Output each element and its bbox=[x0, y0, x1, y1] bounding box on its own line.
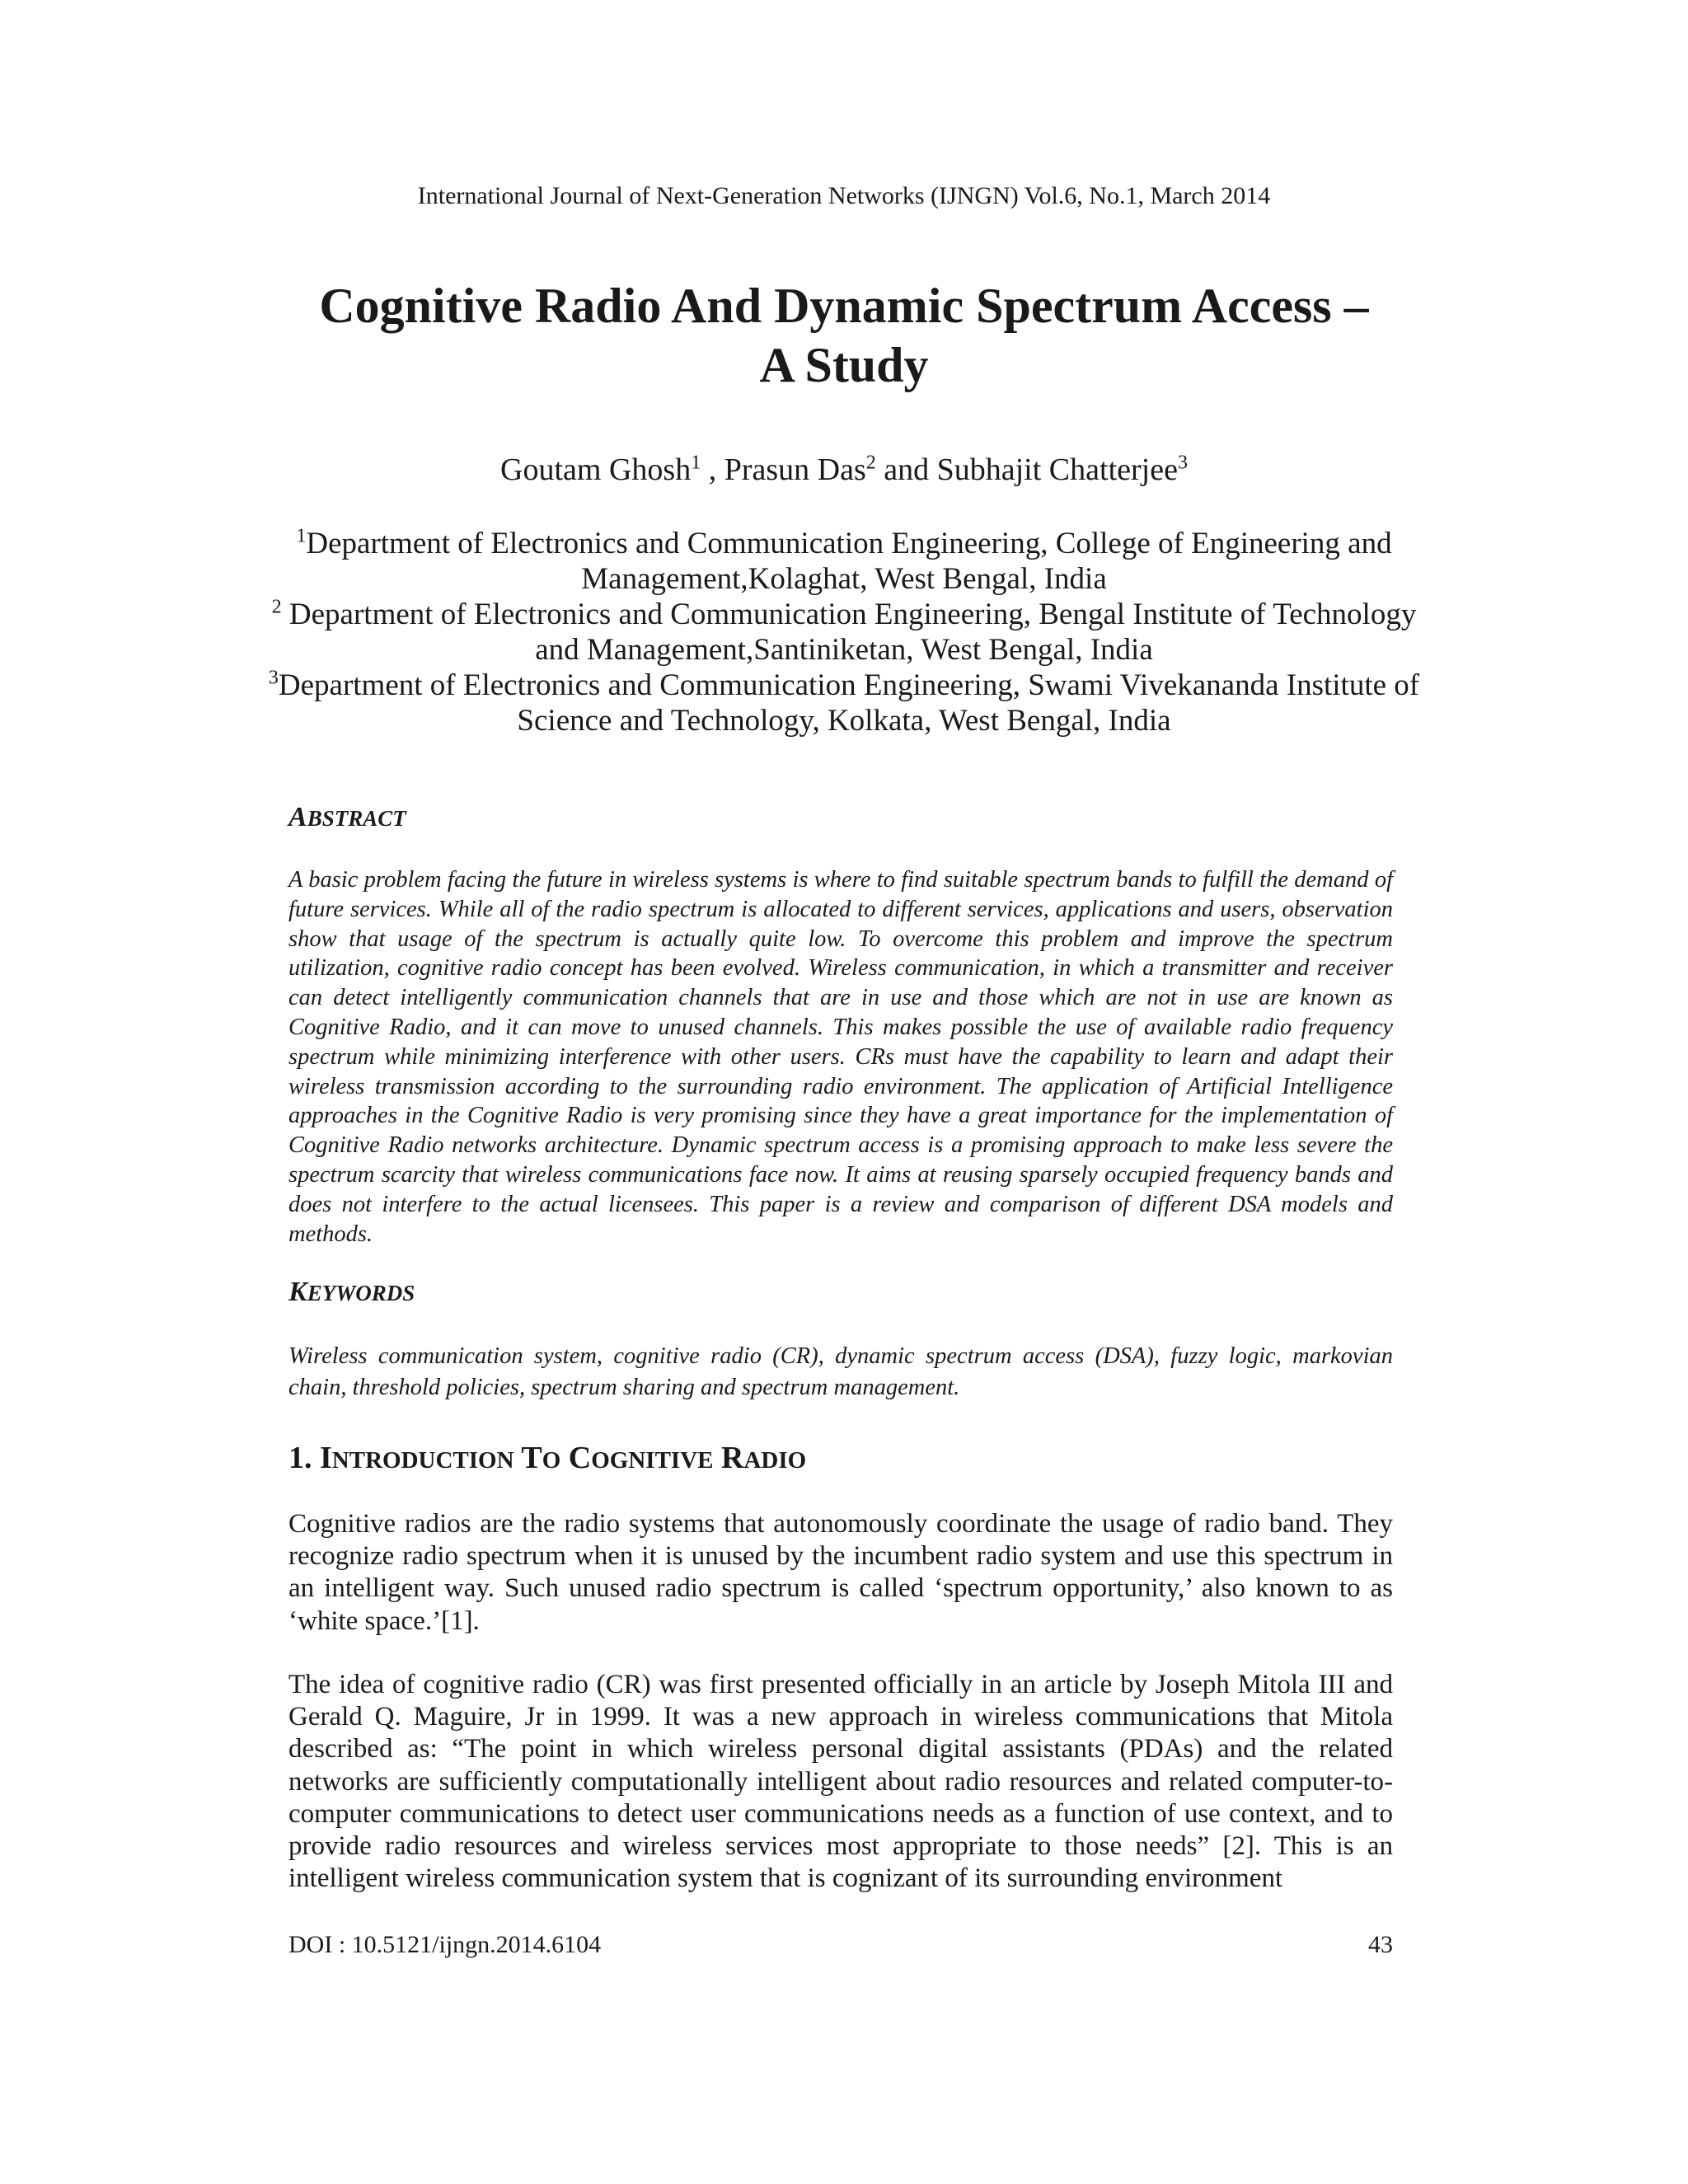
affiliation bbox=[247, 526, 1441, 597]
affiliation-marker: 3 bbox=[268, 667, 279, 689]
author-affiliation-marker: 1 bbox=[691, 452, 701, 474]
affiliation bbox=[247, 668, 1441, 738]
affiliation-text: Department of Electronics and Communication Engineering, Bengal Institute of Technology and Management,Santiniketan, West Bengal, India bbox=[281, 598, 1417, 667]
affiliation-marker: 1 bbox=[296, 525, 307, 547]
affiliation-marker: 2 bbox=[271, 596, 282, 618]
footer-page-number: 43 bbox=[1368, 1931, 1393, 1958]
keywords-heading: KEYWORDS bbox=[288, 1277, 415, 1307]
author-name: Prasun Das bbox=[724, 452, 866, 487]
affiliation-text: Department of Electronics and Communication Engineering, Swami Vivekananda Institute of Science and Technology, Kolkata, West Bengal, India bbox=[278, 668, 1420, 738]
section-heading-introduction: 1. INTRODUCTION TO COGNITIVE RADIO bbox=[288, 1441, 807, 1475]
paper-title bbox=[247, 276, 1441, 395]
affiliation-list bbox=[247, 526, 1441, 738]
author-affiliation-marker: 2 bbox=[865, 452, 876, 474]
paper-title-line-2: A Study bbox=[759, 338, 929, 392]
author-name: Goutam Ghosh bbox=[500, 452, 692, 487]
keywords-body: Wireless communication system, cognitive radio (CR), dynamic spectrum access (DSA), fuzzy logic, markovian chain, threshold policies, spectrum sharing and spectrum management. bbox=[288, 1343, 1393, 1400]
author-separator: , bbox=[701, 452, 724, 487]
abstract-heading: ABSTRACT bbox=[288, 802, 406, 832]
body-paragraph: The idea of cognitive radio (CR) was first presented officially in an article by Joseph Mitola III and Gerald Q. Maguire, Jr in 1999. It was a new approach in wireless communications that Mitola described as: “The point in which wireless personal digital assistants (PDAs) and the related networks are sufficiently computationally intelligent about radio resources and related computer-to-computer communications to detect user communications needs as a function of use context, and to provide radio resources and wireless services most appropriate to those needs” [2]. This is an intelligent wireless communication system that is cognizant of its surrounding environment bbox=[288, 1670, 1393, 1894]
paper-title-line-1: Cognitive Radio And Dynamic Spectrum Access – bbox=[319, 279, 1369, 333]
abstract-body: A basic problem facing the future in wireless systems is where to find suitable spectrum bands to fulfill the demand of future services. While all of the radio spectrum is allocated to different services, applications and users, observation show that usage of the spectrum is actually quite low. To overcome this problem and improve the spectrum utilization, cognitive radio concept has been evolved. Wireless communication, in which a transmitter and receiver can detect intelligently communication channels that are in use and those which are not in use are known as Cognitive Radio, and it can move to unused channels. This makes possible the use of available radio frequency spectrum while minimizing interference with other users. CRs must have the capability to learn and adapt their wireless transmission according to the surrounding radio environment. The application of Artificial Intelligence approaches in the Cognitive Radio is very promising since they have a great importance for the implementation of Cognitive Radio networks architecture. Dynamic spectrum access is a promising approach to make less severe the spectrum scarcity that wireless communications face now. It aims at reusing sparsely occupied frequency bands and does not interfere to the actual licensees. This paper is a review and comparison of different DSA models and methods. bbox=[288, 867, 1393, 1247]
author-name: Subhajit Chatterjee bbox=[936, 452, 1178, 487]
affiliation bbox=[247, 597, 1441, 668]
affiliation-text: Department of Electronics and Communication Engineering, College of Engineering and Management,Kolaghat, West Bengal, India bbox=[306, 527, 1392, 596]
author-separator: and bbox=[875, 452, 937, 487]
running-header: International Journal of Next-Generation Networks (IJNGN) Vol.6, No.1, March 2014 bbox=[417, 182, 1271, 209]
author-affiliation-marker: 3 bbox=[1177, 452, 1188, 474]
author-list bbox=[0, 449, 1688, 490]
footer-doi: DOI : 10.5121/ijngn.2014.6104 bbox=[288, 1931, 602, 1958]
body-paragraph: Cognitive radios are the radio systems that autonomously coordinate the usage of radio band. They recognize radio spectrum when it is unused by the incumbent radio system and use this spectrum in an intelligent way. Such unused radio spectrum is called ‘spectrum opportunity,’ also known to as ‘white space.’[1]. bbox=[288, 1509, 1393, 1636]
